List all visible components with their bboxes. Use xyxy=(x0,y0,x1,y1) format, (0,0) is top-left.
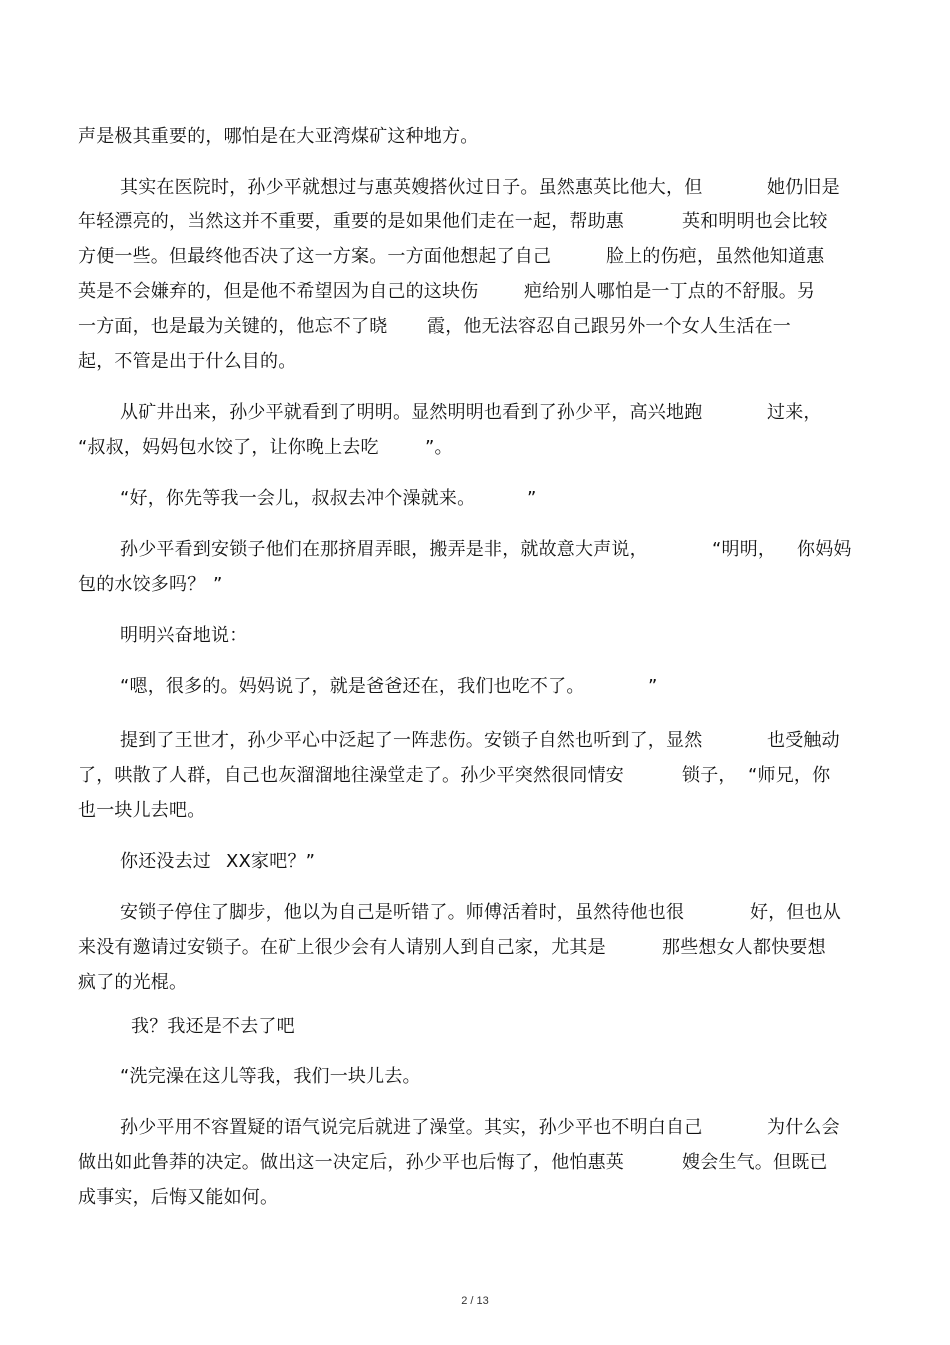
text-line: “嗯，很多的。妈妈说了，就是爸爸还在，我们也吃不了。 xyxy=(120,676,585,697)
text-line: XX家吧？” xyxy=(226,851,316,872)
text-line: 从矿井出来，孙少平就看到了明明。显然明明也看到了孙少平，高兴地跑 xyxy=(120,402,703,423)
text-line: 为什么会 xyxy=(767,1117,840,1138)
text-line: 孙少平看到安锁子他们在那挤眉弄眼，搬弄是非，就故意大声说， xyxy=(120,539,648,560)
text-line: “明明， xyxy=(712,539,777,560)
text-line: 起，不管是出于什么目的。 xyxy=(78,351,297,372)
text-line: 包的水饺多吗？ xyxy=(78,574,206,595)
text-line: “师兄，你 xyxy=(748,765,831,786)
text-line: 好，但也从 xyxy=(750,902,841,923)
text-line: 来没有邀请过安锁子。在矿上很少会有人请别人到自己家，尤其是 xyxy=(78,937,606,958)
text-line: 锁子， xyxy=(682,765,737,786)
text-line: “好，你先等我一会儿，叔叔去冲个澡就来。 xyxy=(120,488,476,509)
text-line: ” xyxy=(648,676,658,697)
text-line: 你妈妈 xyxy=(797,539,852,560)
text-line: “叔叔，妈妈包水饺了，让你晚上去吃 xyxy=(78,437,379,458)
text-line: 安锁子停住了脚步，他以为自己是听错了。师傅活着时，虽然待他也很 xyxy=(120,902,685,923)
text-line: 嫂会生气。但既已 xyxy=(682,1152,828,1173)
text-line: 过来， xyxy=(767,402,822,423)
text-line: 那些想女人都快要想 xyxy=(662,937,826,958)
page-number: 2 / 13 xyxy=(461,1295,489,1307)
text-line: 也受触动 xyxy=(767,730,840,751)
text-line: “洗完澡在这儿等我，我们一块儿去。 xyxy=(120,1066,421,1087)
text-line: 成事实，后悔又能如何。 xyxy=(78,1187,279,1208)
text-line: 孙少平用不容置疑的语气说完后就进了澡堂。其实，孙少平也不明白自己 xyxy=(120,1117,703,1138)
text-line: 也一块儿去吧。 xyxy=(78,800,206,821)
text-line: 英是不会嫌弃的，但是他不希望因为自己的这块伤 xyxy=(78,281,479,302)
text-line: 做出如此鲁莽的决定。做出这一决定后，孙少平也后悔了，他怕惠英 xyxy=(78,1152,624,1173)
text-line: 明明兴奋地说： xyxy=(120,625,248,646)
text-line: 提到了王世才，孙少平心中泛起了一阵悲伤。安锁子自然也听到了，显然 xyxy=(120,730,703,751)
text-line: 疯了的光棍。 xyxy=(78,972,188,993)
text-line: ”。 xyxy=(425,437,453,458)
text-line: 霞，他无法容忍自己跟另外一个女人生活在一 xyxy=(427,316,791,337)
text-line: 我？我还是不去了吧 xyxy=(131,1016,295,1037)
text-line: ” xyxy=(213,574,223,595)
text-line: 疤给别人哪怕是一丁点的不舒服。另 xyxy=(524,281,816,302)
text-line: ” xyxy=(527,488,537,509)
text-line: 了，哄散了人群，自己也灰溜溜地往澡堂走了。孙少平突然很同情安 xyxy=(78,765,624,786)
text-line: 你还没去过 xyxy=(120,851,211,872)
text-line: 年轻漂亮的，当然这并不重要，重要的是如果他们走在一起，帮助惠 xyxy=(78,211,624,232)
text-line: 其实在医院时，孙少平就想过与惠英嫂搭伙过日子。虽然惠英比他大，但 xyxy=(120,177,703,198)
text-line: 声是极其重要的，哪怕是在大亚湾煤矿这种地方。 xyxy=(78,126,479,147)
text-line: 一方面，也是最为关键的，他忘不了晓 xyxy=(78,316,388,337)
text-line: 方便一些。但最终他否决了这一方案。一方面他想起了自己 xyxy=(78,246,552,267)
text-line: 她仍旧是 xyxy=(767,177,840,198)
text-line: 英和明明也会比较 xyxy=(682,211,828,232)
text-line: 脸上的伤疤，虽然他知道惠 xyxy=(606,246,825,267)
